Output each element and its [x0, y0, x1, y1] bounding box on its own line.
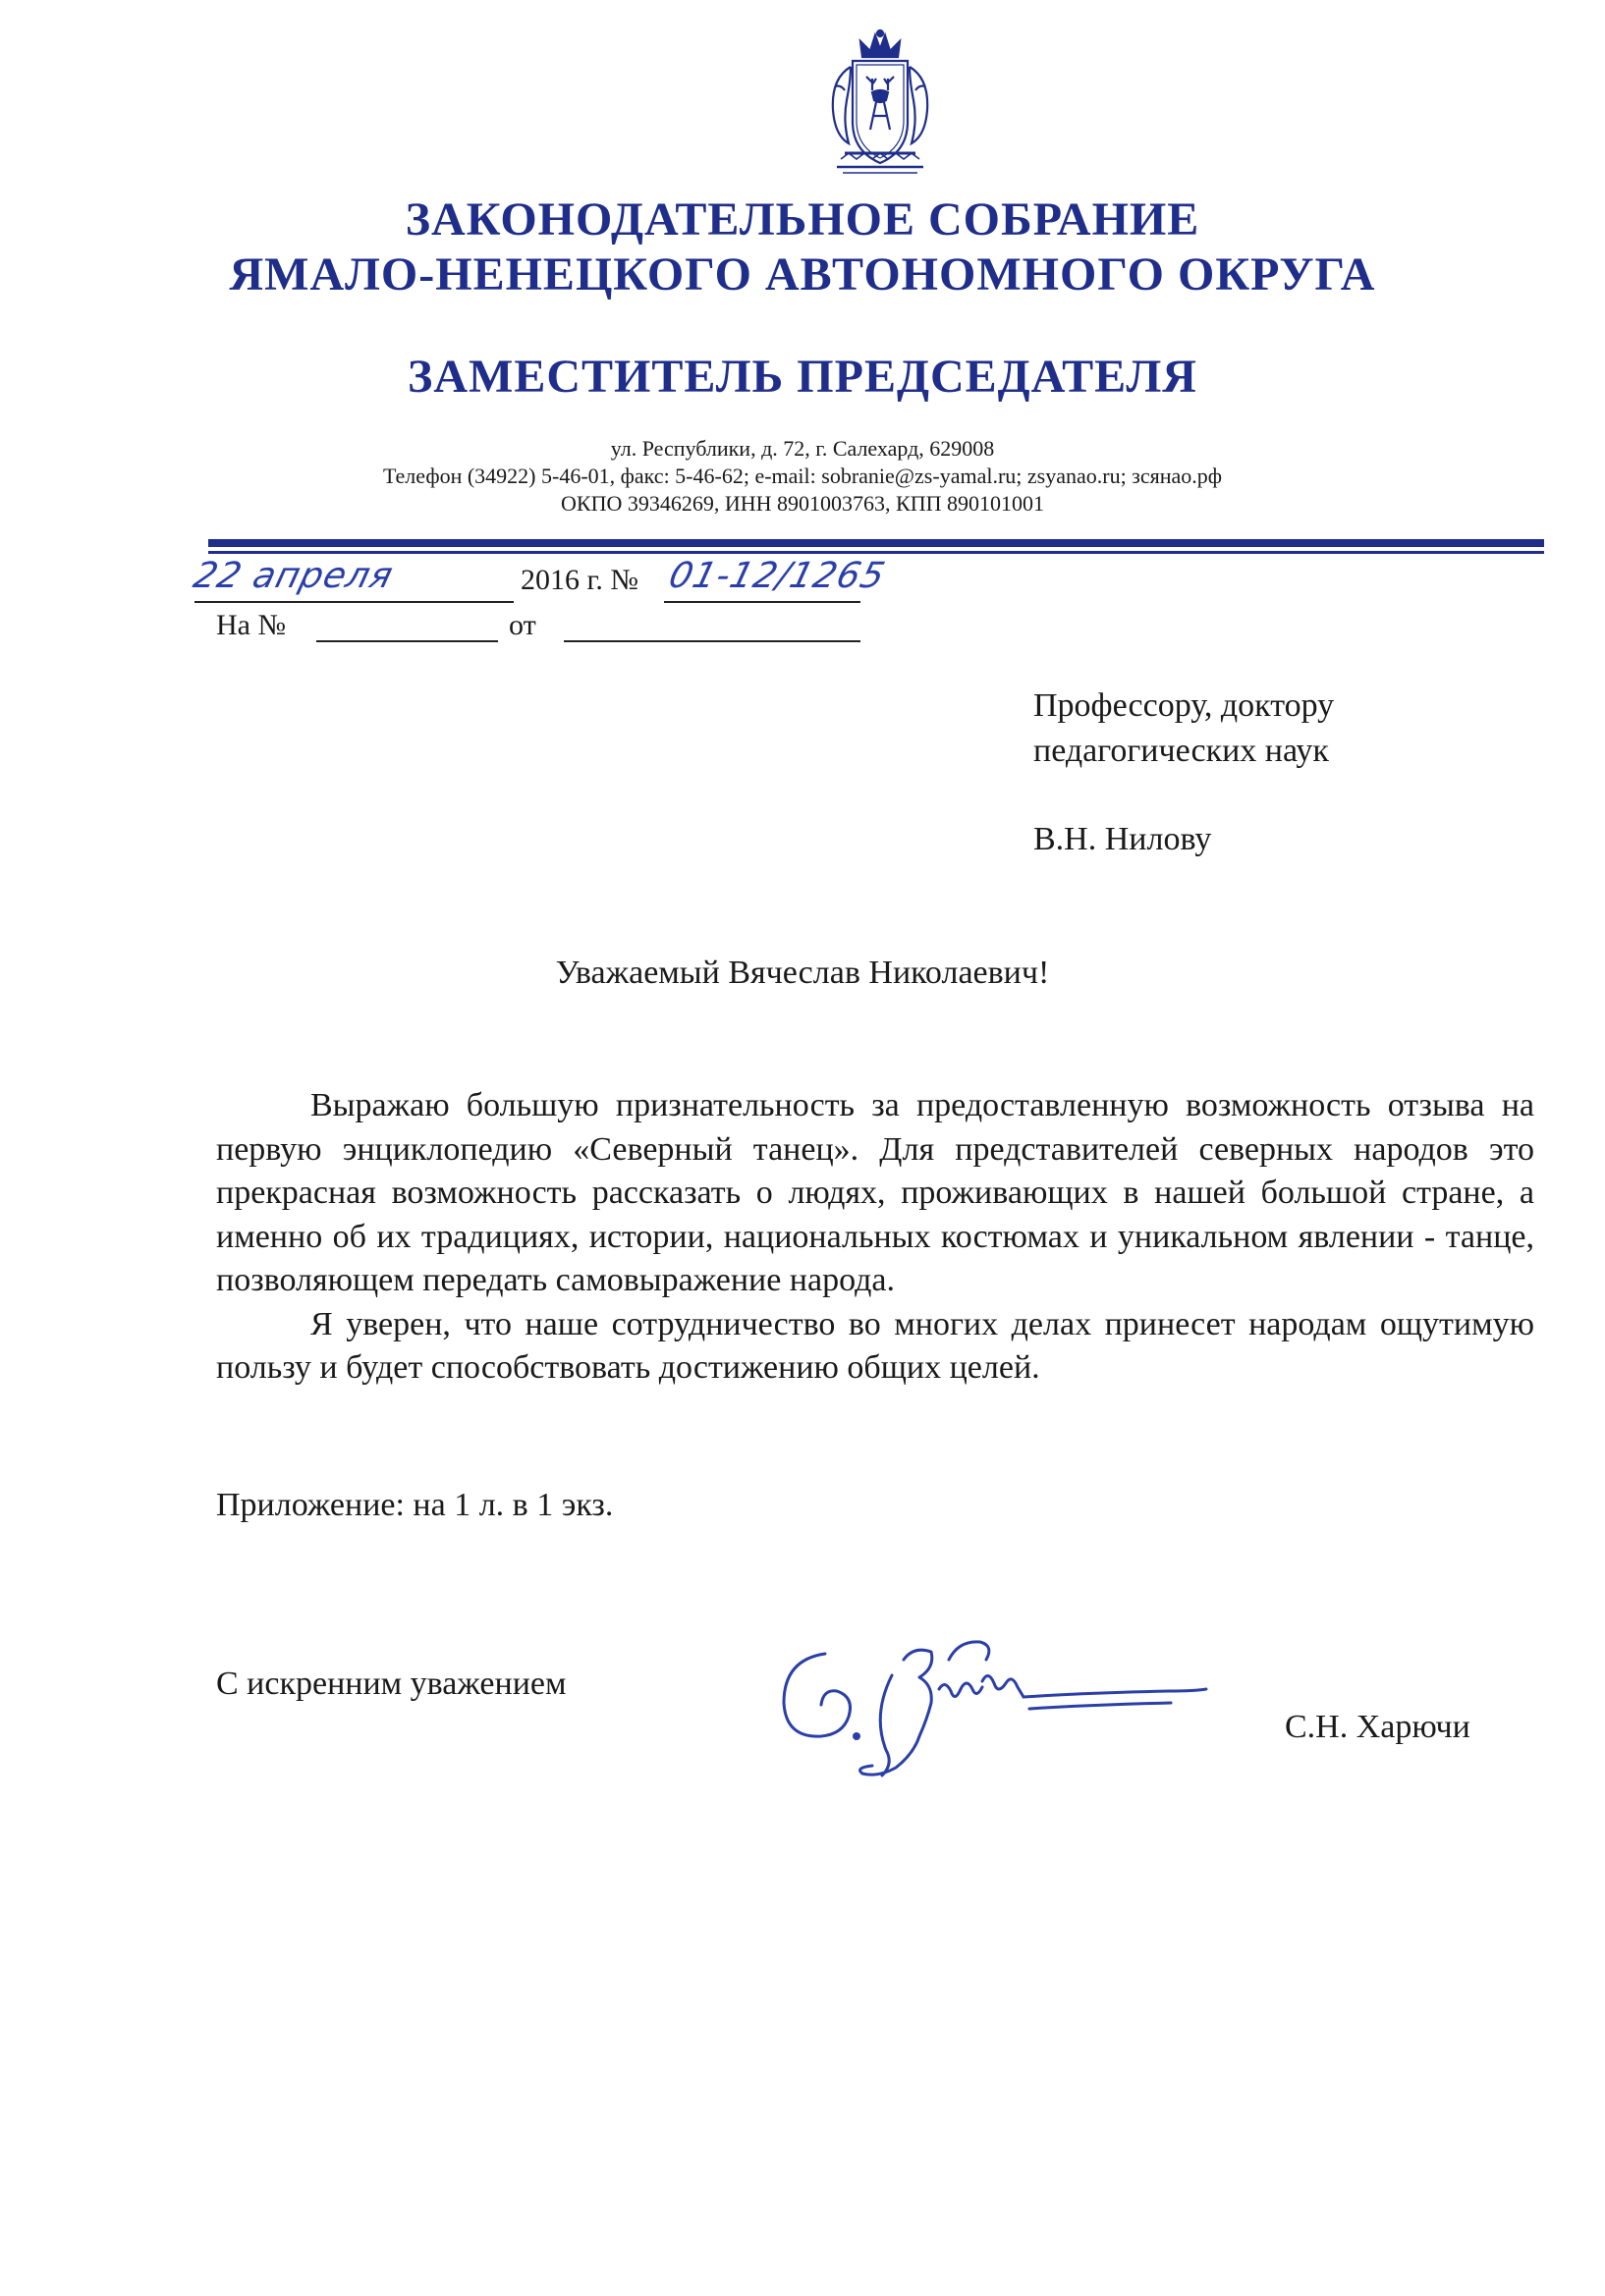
header-divider-thin [208, 551, 1544, 554]
address-line: ул. Республики, д. 72, г. Салехард, 629008 [610, 436, 995, 461]
year-number-label: 2016 г. № [521, 564, 639, 596]
reply-from-label: от [509, 609, 536, 641]
position-title: ЗАМЕСТИТЕЛЬ ПРЕДСЕДАТЕЛЯ [408, 351, 1197, 403]
closing-phrase: С искренним уважением [216, 1666, 567, 1702]
signer-name: С.Н. Харючи [1285, 1709, 1470, 1745]
date-underline [194, 601, 514, 603]
organization-name-line2: ЯМАЛО-НЕНЕЦКОГО АВТОНОМНОГО ОКРУГА [229, 248, 1376, 301]
addressee-name: В.Н. Нилову [1033, 821, 1212, 857]
reply-number-label: На № [216, 609, 287, 641]
codes-line: ОКПО 39346269, ИНН 8901003763, КПП 890101001 [561, 491, 1044, 516]
letter-body [216, 1084, 1534, 1391]
reply-number-blank [316, 640, 498, 642]
contacts-line: Телефон (34922) 5-46-01, факс: 5-46-62; e-mail: sobranie@zs-yamal.ru; zsyanao.ru; зсянао.рф [382, 464, 1223, 488]
body-paragraph: Выражаю большую признательность за предоставленную возможность отзыва на первую энциклопедию «Северный танец». Для представителей северных народов это прекрасная возможность рассказать о людях, проживающих в нашей большой стране, а именно об их традициях, истории, национальных костюмах и уникальном явлении - танце, позволяющем передать самовыражение народа. [216, 1087, 1534, 1298]
reply-date-blank [564, 640, 860, 642]
addressee-title-line1: Профессору, доктору [1033, 687, 1335, 724]
organization-name-line1: ЗАКОНОДАТЕЛЬНОЕ СОБРАНИЕ [405, 193, 1200, 246]
header-divider-thick [208, 539, 1544, 547]
addressee-title-line2: педагогических наук [1033, 733, 1329, 769]
annex-note: Приложение: на 1 л. в 1 экз. [216, 1487, 614, 1523]
body-paragraph: Я уверен, что наше сотрудничество во многих делах принесет народам ощутимую пользу и будет способствовать достижению общих целей. [216, 1305, 1534, 1386]
handwritten-date: 22 апреля [189, 556, 398, 596]
handwritten-signature [766, 1620, 1218, 1797]
coat-of-arms-icon [821, 27, 939, 177]
handwritten-number: 01-12/1265 [664, 556, 890, 596]
greeting: Уважаемый Вячеслав Николаевич! [555, 955, 1050, 991]
number-underline [664, 601, 860, 603]
